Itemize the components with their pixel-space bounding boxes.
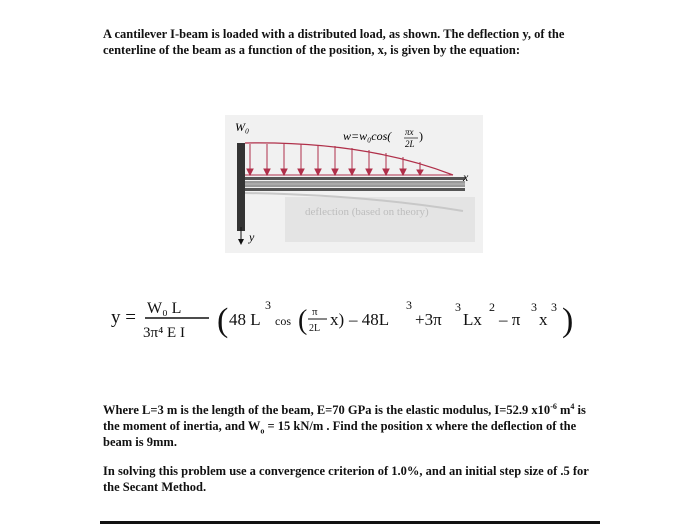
eq-cos-paren: ( <box>298 305 308 336</box>
eq-term4b: x <box>539 310 548 329</box>
bottom-rule <box>100 521 600 524</box>
deflection-equation <box>105 287 605 347</box>
y-axis-label: y <box>249 230 255 244</box>
eq-term2-exp: 3 <box>406 298 412 312</box>
figure-watermark: deflection (based on theory) <box>305 206 429 218</box>
eq-coef-num: W₀ L <box>147 300 182 317</box>
beam-top-flange <box>245 177 465 180</box>
load-frac-den: 2L <box>405 139 415 149</box>
method-instructions: In solving this problem use a convergence criterion of 1.0%, and an initial step size of .5 for the Secant Method. <box>103 464 589 494</box>
eq-term4b-exp: 3 <box>551 300 557 314</box>
eq-term4-exp: 3 <box>531 300 537 314</box>
eq-close-paren: ) <box>562 302 574 339</box>
eq-coef-den: 3π⁴ E I <box>143 325 185 341</box>
eq-term2: – 48L <box>349 310 390 329</box>
w0-label: W₀ <box>235 120 250 134</box>
problem-parameters <box>103 402 598 450</box>
fixed-wall <box>237 143 245 231</box>
params-text-d: = 15 kN/m . Find the position x where the deflection of the beam is 9mm. <box>103 419 577 449</box>
beam-diagram <box>225 115 485 255</box>
eq-arg-x: x) <box>330 310 345 329</box>
eq-term3b: Lx <box>463 310 482 329</box>
eq-term3-exp: 3 <box>455 300 461 314</box>
beam-figure <box>225 115 485 255</box>
problem-intro: A cantilever I-beam is loaded with a distributed load, as shown. The deflection y, of the centerline of the beam as a function of the position, x, is given by the equation: <box>103 27 565 57</box>
params-text-c: is the moment of inertia, and W <box>103 403 586 433</box>
eq-term4: – π <box>499 310 521 329</box>
eq-term1-exp: 3 <box>265 298 271 312</box>
eq-arg-den: 2L <box>309 323 321 334</box>
eq-term3: +3π <box>415 310 442 329</box>
beam-bottom-flange <box>245 188 465 191</box>
load-close-paren: ) <box>419 129 423 143</box>
equation-svg <box>105 287 605 347</box>
load-function-label: w=w₀cos( <box>343 129 392 143</box>
eq-lhs: y = <box>111 307 136 328</box>
params-exp2: 4 <box>570 401 575 411</box>
params-exp1: -6 <box>550 401 557 411</box>
params-text-a: Where L=3 m is the length of the beam, E=70 GPa is the elastic modulus, I=52.9 x10 <box>103 403 551 417</box>
params-w-sub: o <box>260 426 265 436</box>
eq-open-paren: ( <box>217 302 229 339</box>
eq-term1: 48 L <box>229 310 261 329</box>
eq-cos: cos <box>275 314 291 328</box>
figure-shadow-region <box>285 197 475 242</box>
params-text-b: m <box>556 403 571 417</box>
x-axis-label: x <box>463 170 469 184</box>
eq-arg-num: π <box>312 306 318 318</box>
load-frac-num: πx <box>405 127 414 137</box>
eq-term3b-exp: 2 <box>489 300 495 314</box>
